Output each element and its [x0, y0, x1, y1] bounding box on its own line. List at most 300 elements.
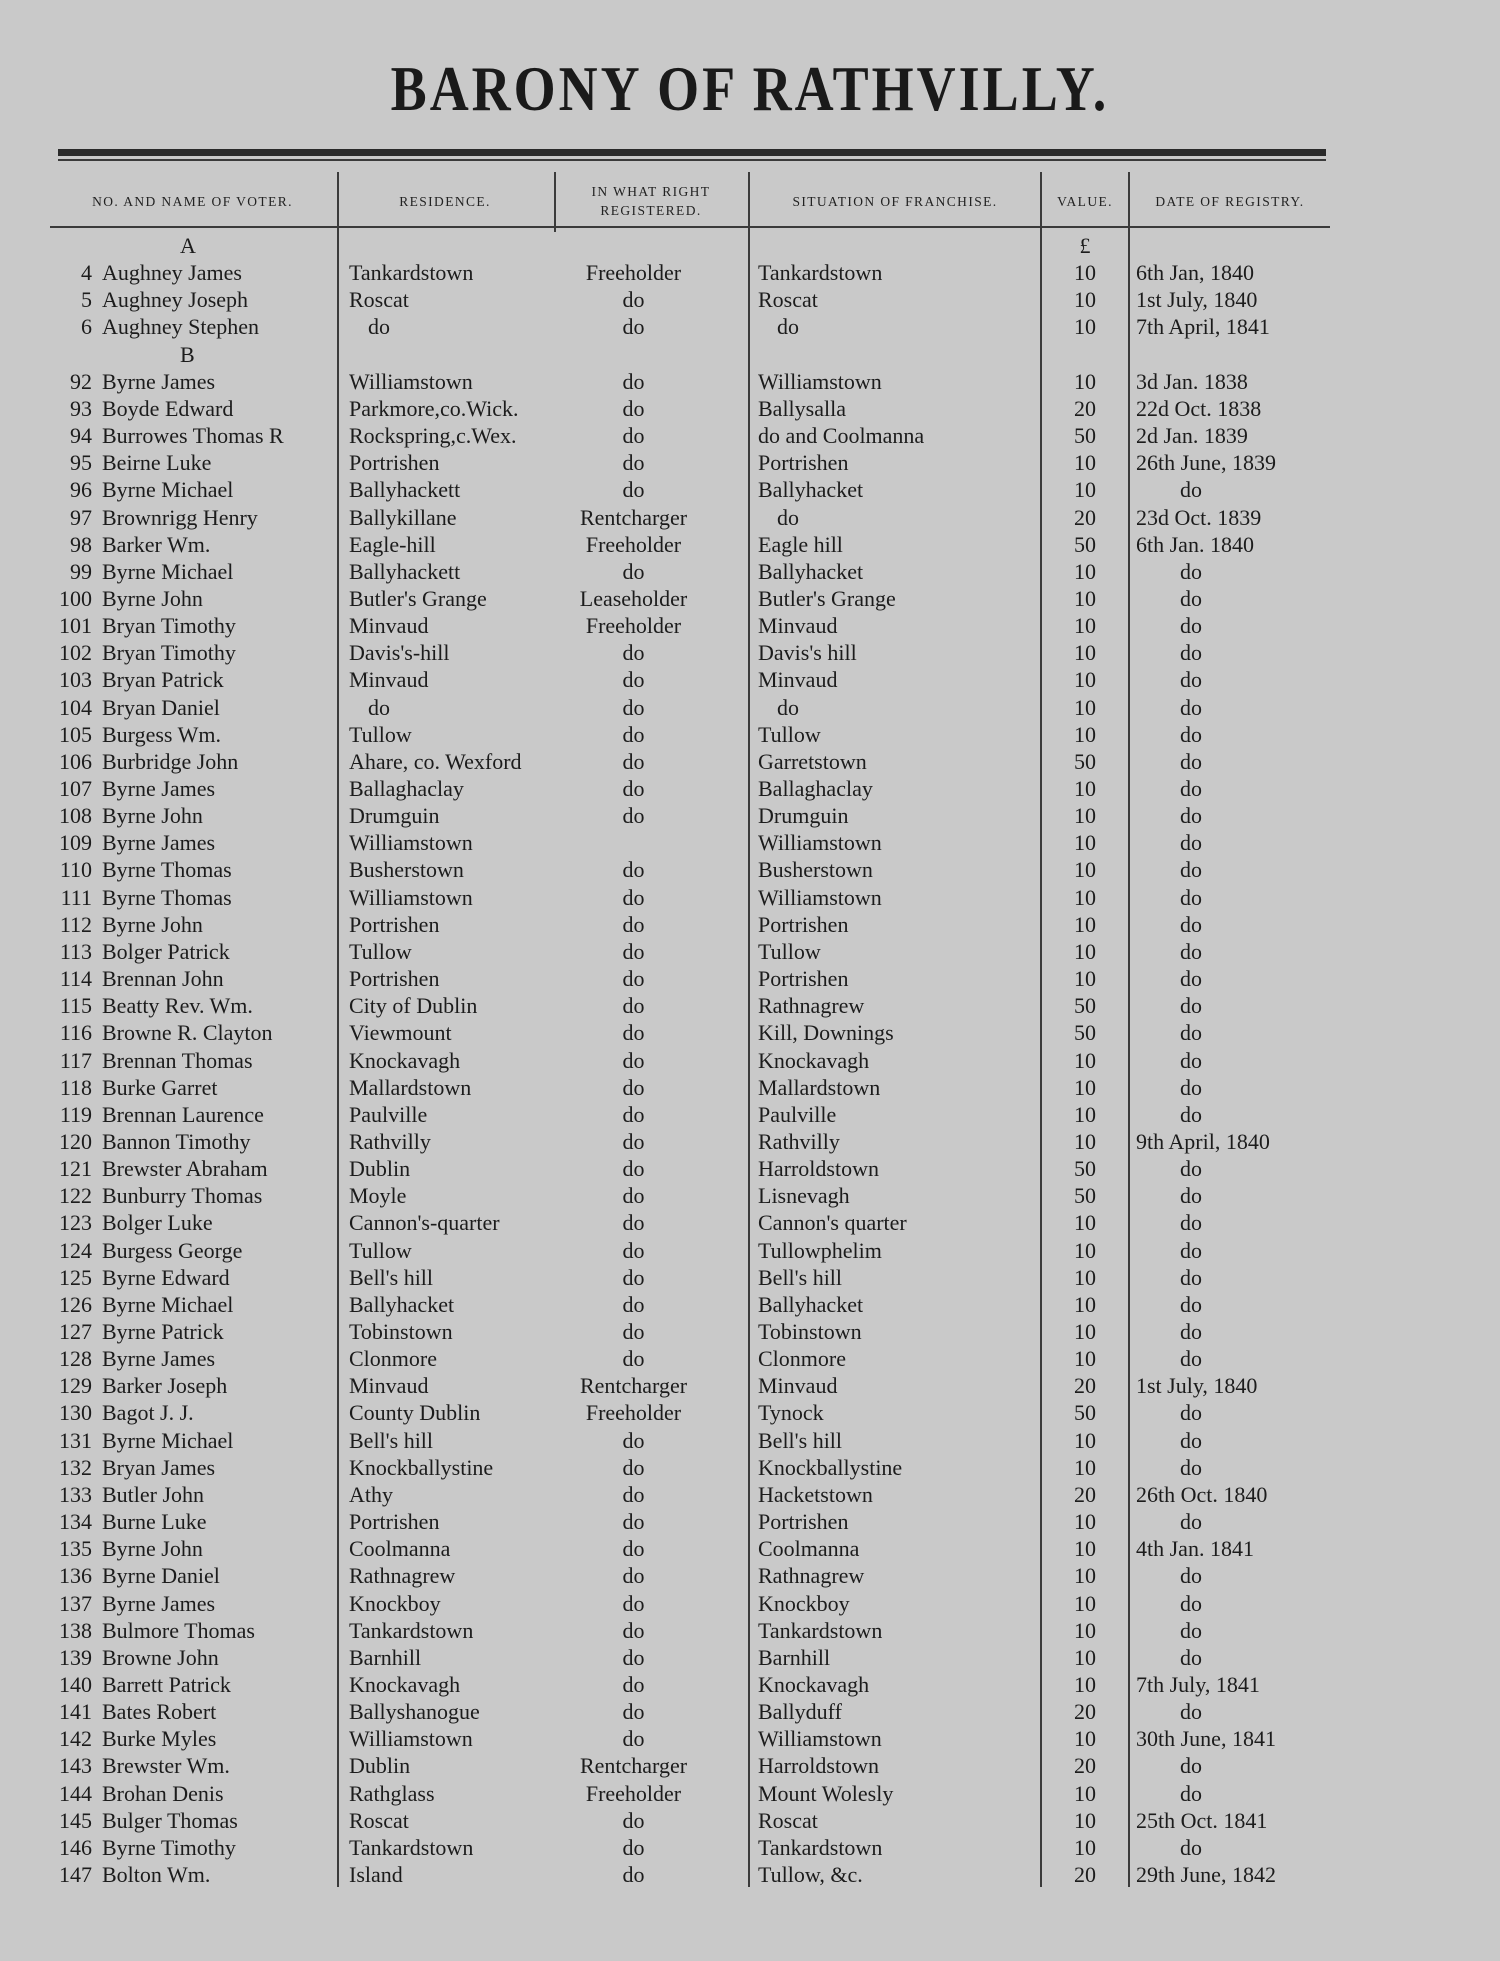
right-registered: do — [622, 776, 645, 801]
registry-date: 6th Jan. 1840 — [1136, 531, 1254, 557]
value: 50 — [1074, 1020, 1096, 1046]
value: 10 — [1074, 1319, 1096, 1344]
residence: Butler's Grange — [349, 585, 487, 611]
voter-number: 116 — [59, 1020, 92, 1046]
franchise-situation: Tullowphelim — [758, 1237, 882, 1263]
voter-number: 96 — [70, 477, 92, 503]
voter-name: Beirne Luke — [102, 450, 212, 476]
right-registered: do — [622, 1020, 645, 1046]
voter-name: Byrne Michael — [102, 477, 234, 503]
right-registered: do — [622, 1509, 645, 1535]
residence: Williamstown — [349, 884, 473, 910]
residence: Dublin — [349, 1156, 411, 1182]
voter-name: Brewster Wm. — [102, 1753, 230, 1779]
header-value: VALUE. — [1057, 193, 1113, 209]
value: 10 — [1074, 1074, 1096, 1100]
value: 10 — [1074, 1346, 1096, 1372]
franchise-situation: Tankardstown — [758, 1617, 883, 1643]
franchise-situation: Rathvilly — [758, 1128, 840, 1154]
value: 10 — [1074, 1047, 1096, 1073]
right-registered: do — [622, 1346, 645, 1372]
voter-number: 121 — [59, 1156, 92, 1182]
residence: Tobinstown — [349, 1319, 453, 1344]
franchise-situation: Ballaghaclay — [758, 776, 873, 801]
header-date: DATE OF REGISTRY. — [1155, 193, 1305, 209]
registry-date: do — [1180, 1183, 1202, 1209]
right-registered: do — [622, 314, 645, 340]
residence: City of Dublin — [349, 993, 478, 1019]
registry-date: do — [1180, 884, 1202, 910]
registry-date: do — [1180, 1291, 1202, 1317]
franchise-situation: Eagle hill — [758, 531, 843, 557]
voter-number: 132 — [59, 1454, 92, 1480]
registry-date: 23d Oct. 1839 — [1136, 504, 1262, 530]
residence: Minvaud — [349, 667, 429, 693]
voter-number: 103 — [59, 667, 92, 693]
right-registered: Freeholder — [585, 613, 682, 639]
registry-date: do — [1180, 1400, 1202, 1426]
value: 10 — [1074, 1509, 1096, 1535]
registry-date: do — [1180, 667, 1202, 693]
voter-number: 93 — [70, 395, 92, 421]
value: 10 — [1074, 1237, 1096, 1263]
residence: Bell's hill — [349, 1264, 434, 1290]
value: 10 — [1074, 585, 1096, 611]
residence: Roscat — [349, 287, 409, 313]
right-registered: do — [622, 993, 645, 1019]
voter-name: Brohan Denis — [102, 1780, 224, 1806]
value: 50 — [1074, 531, 1096, 557]
right-registered: Freeholder — [585, 260, 682, 286]
voter-number: 131 — [59, 1427, 92, 1453]
franchise-situation: Butler's Grange — [758, 585, 896, 611]
voter-name: Byrne John — [102, 803, 203, 829]
registry-date: do — [1180, 721, 1202, 747]
registry-date: 3d Jan. 1838 — [1136, 368, 1248, 394]
franchise-situation: Knockboy — [758, 1590, 850, 1616]
franchise-situation: Ballyduff — [758, 1699, 842, 1725]
voter-number: 111 — [60, 884, 92, 910]
residence: Minvaud — [349, 1373, 429, 1399]
franchise-situation: Davis's hill — [758, 640, 857, 666]
residence: Davis's-hill — [349, 640, 450, 666]
registry-date: do — [1180, 993, 1202, 1019]
value: 10 — [1074, 1807, 1096, 1833]
right-registered: do — [622, 1156, 645, 1182]
value: 10 — [1074, 1101, 1096, 1127]
franchise-situation: Knockavagh — [758, 1047, 870, 1073]
franchise-situation: Knockballystine — [758, 1454, 903, 1480]
franchise-situation: Ballyhacket — [758, 1291, 864, 1317]
voter-number: 142 — [59, 1726, 92, 1752]
franchise-situation: Busherstown — [758, 857, 873, 883]
franchise-situation: Hacketstown — [758, 1481, 873, 1507]
value: 50 — [1074, 423, 1096, 449]
residence: Parkmore,co.Wick. — [349, 395, 519, 421]
header-right: IN WHAT RIGHT REGISTERED. — [591, 184, 711, 218]
right-registered: Freeholder — [585, 1780, 682, 1806]
residence: Ballaghaclay — [349, 776, 464, 801]
voter-number: 94 — [70, 423, 92, 449]
residence: Ahare, co. Wexford — [349, 748, 522, 774]
residence: Tullow — [349, 721, 412, 747]
right-registered: do — [622, 1834, 645, 1860]
voter-name: Burgess Wm. — [102, 721, 221, 747]
residence: Rathnagrew — [349, 1563, 456, 1589]
franchise-situation: Tynock — [758, 1400, 824, 1426]
right-registered: do — [622, 803, 645, 829]
value: 20 — [1074, 1753, 1096, 1779]
voter-name: Burne Luke — [102, 1509, 207, 1535]
voter-number: 117 — [59, 1047, 92, 1073]
voter-name: Byrne John — [102, 911, 203, 937]
franchise-situation: Portrishen — [758, 966, 849, 992]
residence: Roscat — [349, 1807, 409, 1833]
voter-number: 101 — [59, 613, 92, 639]
registry-date: do — [1180, 776, 1202, 801]
value: 20 — [1074, 1699, 1096, 1725]
franchise-situation: Bell's hill — [758, 1427, 843, 1453]
right-registered: Freeholder — [585, 1400, 682, 1426]
value: 50 — [1074, 748, 1096, 774]
value: 10 — [1074, 911, 1096, 937]
voter-number: 127 — [59, 1319, 92, 1344]
registry-date: 30th June, 1841 — [1136, 1726, 1276, 1752]
value: 10 — [1074, 721, 1096, 747]
residence: do — [368, 694, 390, 720]
right-registered: do — [622, 1481, 645, 1507]
registry-date: do — [1180, 694, 1202, 720]
voter-number: 123 — [59, 1210, 92, 1236]
right-registered: do — [622, 558, 645, 584]
registry-date: do — [1180, 1020, 1202, 1046]
title-rule-thick — [58, 149, 1326, 156]
right-registered: do — [622, 667, 645, 693]
registry-date: 6th Jan, 1840 — [1136, 260, 1254, 286]
franchise-situation: Rathnagrew — [758, 1563, 865, 1589]
voter-number: 120 — [59, 1128, 92, 1154]
voter-name: Byrne James — [102, 368, 216, 394]
voter-name: Bolton Wm. — [102, 1862, 211, 1887]
registry-date: 22d Oct. 1838 — [1136, 395, 1262, 421]
residence: Moyle — [349, 1183, 407, 1209]
residence: Portrishen — [349, 1509, 440, 1535]
value: 10 — [1074, 857, 1096, 883]
voter-name: Bagot J. J. — [102, 1400, 194, 1426]
voter-number: 125 — [59, 1264, 92, 1290]
franchise-situation: Williamstown — [758, 830, 882, 856]
registry-date: do — [1180, 748, 1202, 774]
voter-number: 145 — [59, 1807, 92, 1833]
residence: Ballyhackett — [349, 558, 461, 584]
voter-name: Bolger Patrick — [102, 938, 230, 964]
voter-name: Burbridge John — [102, 748, 239, 774]
page-title: BARONY OF RATHVILLY. — [390, 53, 1110, 125]
voter-number: 112 — [59, 911, 92, 937]
voter-name: Burrowes Thomas R — [102, 423, 284, 449]
voter-name: Beatty Rev. Wm. — [102, 993, 253, 1019]
header-residence: RESIDENCE. — [399, 193, 491, 209]
right-registered: do — [622, 938, 645, 964]
voter-number: 113 — [59, 938, 92, 964]
franchise-situation: Coolmanna — [758, 1536, 860, 1562]
franchise-situation: Lisnevagh — [758, 1183, 850, 1209]
right-registered: do — [622, 395, 645, 421]
residence: Coolmanna — [349, 1536, 451, 1562]
voter-name: Bryan Daniel — [102, 694, 220, 720]
registry-date: do — [1180, 1074, 1202, 1100]
franchise-situation: Cannon's quarter — [758, 1210, 907, 1236]
voter-name: Bolger Luke — [102, 1210, 213, 1236]
franchise-situation: Portrishen — [758, 450, 849, 476]
value: 10 — [1074, 1264, 1096, 1290]
right-registered: do — [622, 477, 645, 503]
registry-date: 25th Oct. 1841 — [1136, 1807, 1268, 1833]
franchise-situation: Williamstown — [758, 368, 882, 394]
residence: Williamstown — [349, 830, 473, 856]
franchise-situation: Minvaud — [758, 667, 838, 693]
voter-name: Bulger Thomas — [102, 1807, 238, 1833]
voter-name: Byrne James — [102, 1590, 216, 1616]
registry-date: do — [1180, 1753, 1202, 1779]
right-registered: do — [622, 1590, 645, 1616]
residence: Athy — [349, 1481, 393, 1507]
residence: Tankardstown — [349, 1617, 474, 1643]
residence: Barnhill — [349, 1644, 422, 1670]
value: 10 — [1074, 287, 1096, 313]
residence: Tullow — [349, 1237, 412, 1263]
value: 20 — [1074, 1481, 1096, 1507]
right-registered: do — [622, 1699, 645, 1725]
registry-date: do — [1180, 1237, 1202, 1263]
right-registered: do — [622, 368, 645, 394]
residence: Tankardstown — [349, 1834, 474, 1860]
right-registered: do — [622, 1671, 645, 1697]
right-registered: do — [622, 1319, 645, 1344]
residence: Eagle-hill — [349, 531, 436, 557]
value: 10 — [1074, 966, 1096, 992]
value: 10 — [1074, 1454, 1096, 1480]
header-voter: NO. AND NAME OF VOTER. — [92, 193, 293, 209]
franchise-situation: Ballysalla — [758, 395, 846, 421]
voter-number: 124 — [59, 1237, 92, 1263]
right-registered: do — [622, 748, 645, 774]
franchise-situation: Tullow, &c. — [758, 1862, 863, 1887]
registry-date: do — [1180, 1319, 1202, 1344]
right-registered: Leaseholder — [579, 585, 688, 611]
value: 10 — [1074, 1590, 1096, 1616]
franchise-situation: Knockavagh — [758, 1671, 870, 1697]
registry-date: do — [1180, 857, 1202, 883]
voter-name: Brennan Laurence — [102, 1101, 264, 1127]
voter-name: Byrne Thomas — [102, 884, 232, 910]
residence: Ballyhacket — [349, 1291, 455, 1317]
franchise-situation: do — [777, 504, 799, 530]
franchise-situation: Paulville — [758, 1101, 837, 1127]
voter-number: 141 — [59, 1699, 92, 1725]
voter-number: 5 — [81, 287, 92, 313]
right-registered: do — [622, 640, 645, 666]
registry-date: do — [1180, 613, 1202, 639]
voter-name: Bulmore Thomas — [102, 1617, 255, 1643]
registry-date: do — [1180, 477, 1202, 503]
residence: Knockavagh — [349, 1671, 461, 1697]
right-registered: Freeholder — [585, 531, 682, 557]
right-registered: do — [622, 1563, 645, 1589]
registry-date: 26th Oct. 1840 — [1136, 1481, 1268, 1507]
voter-number: 133 — [59, 1481, 92, 1507]
right-registered: do — [622, 1726, 645, 1752]
voter-number: 137 — [59, 1590, 92, 1616]
residence: Mallardstown — [349, 1074, 472, 1100]
voter-name: Aughney Stephen — [102, 314, 260, 340]
registry-date: do — [1180, 1834, 1202, 1860]
voter-name: Byrne Daniel — [102, 1563, 220, 1589]
voter-name: Byrne Timothy — [102, 1834, 236, 1860]
registry-date: 1st July, 1840 — [1136, 1373, 1258, 1399]
value: 10 — [1074, 1128, 1096, 1154]
value: 10 — [1074, 1726, 1096, 1752]
voter-number: 107 — [59, 776, 92, 801]
voter-number: 95 — [70, 450, 92, 476]
residence: Ballyhackett — [349, 477, 461, 503]
voter-number: 146 — [59, 1834, 92, 1860]
residence: Williamstown — [349, 1726, 473, 1752]
voter-name: Byrne Edward — [102, 1264, 230, 1290]
registry-date: do — [1180, 1346, 1202, 1372]
title-rule-thin — [58, 159, 1326, 161]
value: 10 — [1074, 1291, 1096, 1317]
franchise-situation: Mount Wolesly — [758, 1780, 894, 1806]
value: 10 — [1074, 640, 1096, 666]
voter-name: Butler John — [102, 1481, 205, 1507]
value: 10 — [1074, 884, 1096, 910]
right-registered: do — [622, 911, 645, 937]
voter-number: 129 — [59, 1373, 92, 1399]
voter-name: Brennan John — [102, 966, 224, 992]
voter-number: 130 — [59, 1400, 92, 1426]
value: 10 — [1074, 1644, 1096, 1670]
voter-number: 105 — [59, 721, 92, 747]
residence: Rathglass — [349, 1780, 435, 1806]
voter-number: 147 — [59, 1862, 92, 1887]
residence: Clonmore — [349, 1346, 437, 1372]
registry-date: do — [1180, 1617, 1202, 1643]
registry-date: do — [1180, 1427, 1202, 1453]
right-registered: do — [622, 1536, 645, 1562]
voter-name: Burke Myles — [102, 1726, 217, 1752]
voter-name: Bryan Patrick — [102, 667, 224, 693]
residence: Ballykillane — [349, 504, 457, 530]
franchise-situation: Tullow — [758, 938, 821, 964]
franchise-situation: Roscat — [758, 1807, 818, 1833]
value: 10 — [1074, 1210, 1096, 1236]
franchise-situation: Kill, Downings — [758, 1020, 894, 1046]
value: 10 — [1074, 1563, 1096, 1589]
voter-number: 109 — [59, 830, 92, 856]
residence: Minvaud — [349, 613, 429, 639]
right-registered: do — [622, 721, 645, 747]
registry-date: do — [1180, 1509, 1202, 1535]
right-registered: do — [622, 966, 645, 992]
franchise-situation: Tobinstown — [758, 1319, 862, 1344]
value: 10 — [1074, 260, 1096, 286]
franchise-situation: do and Coolmanna — [758, 423, 925, 449]
value: 10 — [1074, 1780, 1096, 1806]
voter-name: Bryan Timothy — [102, 613, 236, 639]
franchise-situation: Minvaud — [758, 613, 838, 639]
voter-name: Boyde Edward — [102, 395, 234, 421]
registry-date: do — [1180, 1156, 1202, 1182]
value: 50 — [1074, 993, 1096, 1019]
voter-name: Byrne James — [102, 776, 216, 801]
right-registered: do — [622, 1183, 645, 1209]
currency-symbol: £ — [1079, 233, 1091, 258]
voter-number: 6 — [81, 314, 92, 340]
registry-date: do — [1180, 803, 1202, 829]
residence: Paulville — [349, 1101, 428, 1127]
residence: Island — [349, 1862, 403, 1887]
value: 20 — [1074, 504, 1096, 530]
header-bottom-rule — [50, 226, 1330, 228]
registry-date: do — [1180, 1644, 1202, 1670]
residence: Dublin — [349, 1753, 411, 1779]
franchise-situation: Tankardstown — [758, 1834, 883, 1860]
value: 10 — [1074, 1536, 1096, 1562]
voter-number: 97 — [70, 504, 92, 530]
value: 10 — [1074, 613, 1096, 639]
value: 10 — [1074, 477, 1096, 503]
registry-date: do — [1180, 1563, 1202, 1589]
right-registered: do — [622, 423, 645, 449]
value: 10 — [1074, 1617, 1096, 1643]
registry-date: do — [1180, 938, 1202, 964]
value: 50 — [1074, 1183, 1096, 1209]
voter-name: Browne R. Clayton — [102, 1020, 273, 1046]
residence: Williamstown — [349, 368, 473, 394]
value: 10 — [1074, 368, 1096, 394]
franchise-situation: Mallardstown — [758, 1074, 881, 1100]
registry-date: do — [1180, 640, 1202, 666]
right-registered: do — [622, 1074, 645, 1100]
franchise-situation: Roscat — [758, 287, 818, 313]
franchise-situation: Drumguin — [758, 803, 849, 829]
value: 10 — [1074, 1671, 1096, 1697]
voter-number: 100 — [59, 585, 92, 611]
voter-number: 106 — [59, 748, 92, 774]
voter-number: 135 — [59, 1536, 92, 1562]
voter-name: Barker Joseph — [102, 1373, 228, 1399]
franchise-situation: Minvaud — [758, 1373, 838, 1399]
voter-name: Byrne Patrick — [102, 1319, 224, 1344]
right-registered: do — [622, 1427, 645, 1453]
voter-number: 108 — [59, 803, 92, 829]
right-registered: do — [622, 1237, 645, 1263]
voter-name: Bryan Timothy — [102, 640, 236, 666]
registry-date: 9th April, 1840 — [1136, 1128, 1270, 1154]
right-registered: do — [622, 1862, 645, 1887]
voter-number: 143 — [59, 1753, 92, 1779]
voter-number: 4 — [81, 260, 92, 286]
voter-name: Brewster Abraham — [102, 1156, 268, 1182]
voter-number: 122 — [59, 1183, 92, 1209]
voter-number: 92 — [70, 368, 92, 394]
voter-name: Aughney James — [102, 260, 242, 286]
residence: Knockavagh — [349, 1047, 461, 1073]
voter-name: Bryan James — [102, 1454, 216, 1480]
right-registered: Rentcharger — [579, 1373, 688, 1399]
voter-name: Brownrigg Henry — [102, 504, 258, 530]
